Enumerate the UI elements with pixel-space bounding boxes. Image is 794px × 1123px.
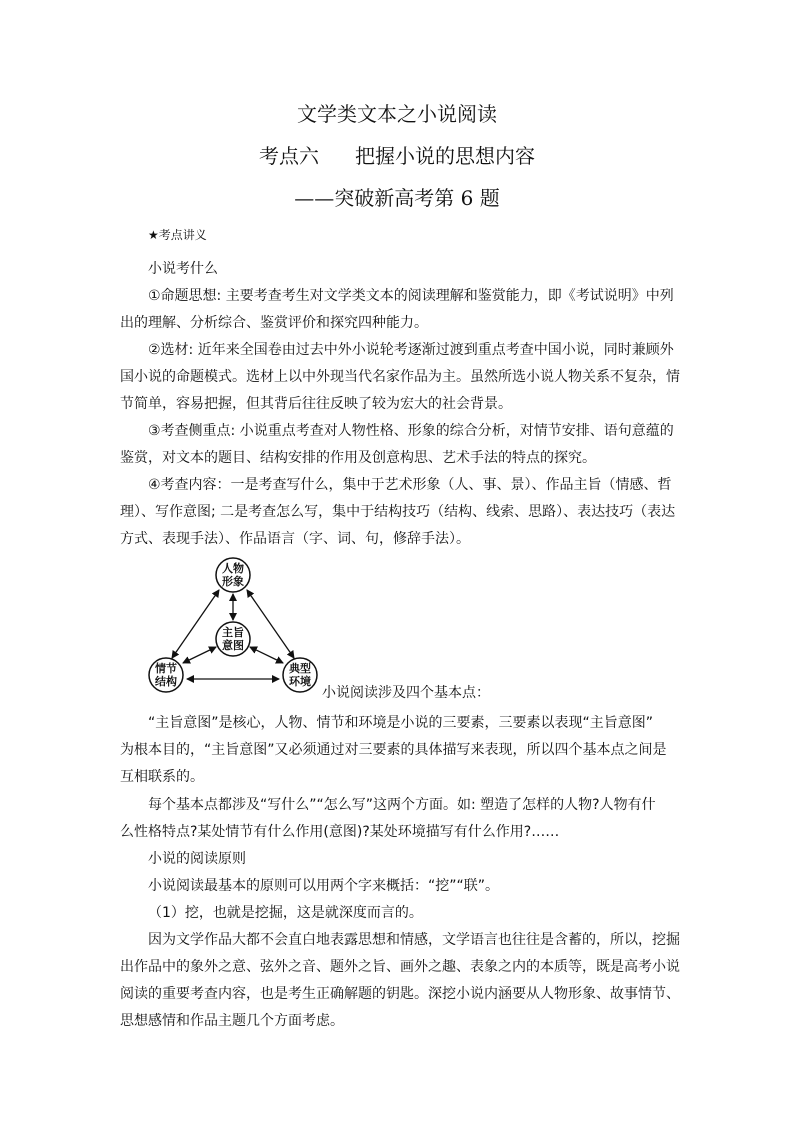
paragraph-line: 国小说的命题模式。选材上以中外现当代名家作品为主。虽然所选小说人物关系不复杂，情: [120, 369, 680, 385]
paragraph-line: 么性格特点?某处情节有什么作用(意图)?某处环境描写有什么作用?……: [120, 824, 560, 840]
node-right-line2: 环境: [289, 675, 311, 688]
paragraph-line: ③考查侧重点: 小说重点考查对人物性格、形象的综合分析，对情节安排、语句意蕴的: [148, 423, 674, 439]
arrow-top-right: [247, 590, 294, 658]
arrow-center-left: [183, 647, 216, 663]
arrow-top-left: [172, 590, 219, 658]
arrow-center-right: [250, 647, 283, 663]
node-center-line1: 主旨: [222, 626, 244, 639]
heading-what-to-test: 小说考什么: [148, 261, 218, 277]
node-top-line1: 人物: [222, 562, 244, 575]
section-tag: ★考点讲义: [148, 228, 207, 242]
paragraph-line: ②选材: 近年来全国卷由过去中外小说轮考逐渐过渡到重点考查中国小说，同时兼顾外: [148, 342, 674, 358]
paragraph-line: 小说阅读最基本的原则可以用两个字来概括：“挖”“联”。: [148, 878, 500, 894]
paragraph-line: 每个基本点都涉及“写什么”“怎么写”这两个方面。如: 塑造了怎样的人物?人物有什: [148, 797, 656, 813]
node-right-line1: 典型: [289, 662, 311, 675]
heading-reading-principle: 小说的阅读原则: [148, 851, 246, 867]
document-subtitle-2: ——突破新高考第 6 题: [294, 186, 500, 210]
paragraph-line: 节简单，容易把握，但其背后往往反映了较为宏大的社会背景。: [120, 396, 512, 412]
paragraph-line: 鉴赏，对文本的题目、结构安排的作用及创意构思、艺术手法的特点的探究。: [120, 450, 596, 466]
node-center-line2: 意图: [222, 639, 244, 652]
node-left-line1: 情节: [155, 662, 177, 675]
paragraph-line: 互相联系的。: [120, 769, 204, 785]
paragraph-line: 方式、表现手法）、作品语言（字、词、句，修辞手法）。: [120, 531, 470, 547]
paragraph-line: （1）挖，也就是挖掘，这是就深度而言的。: [148, 905, 423, 921]
subtitle-topic: 把握小说的思想内容: [355, 144, 535, 168]
node-left-line2: 结构: [155, 675, 177, 688]
paragraph-line: 出作品中的象外之意、弦外之音、题外之旨、画外之趣、表象之内的本质等，既是高考小说: [120, 959, 680, 975]
paragraph-line: 为根本目的，“主旨意图”又必须通过对三要素的具体描写来表现，所以四个基本点之间是: [120, 742, 667, 758]
diagram-caption: 小说阅读涉及四个基本点：: [322, 685, 490, 701]
paragraph-line: “主旨意图”是核心，人物、情节和环境是小说的三要素，三要素以表现“主旨意图”: [148, 715, 654, 731]
paragraph-line: 理）、写作意图; 二是考查怎么写，集中于结构技巧（结构、线索、思路）、表达技巧（表达: [120, 504, 676, 520]
document-subtitle: [0, 140, 794, 169]
paragraph-line: 出的理解、分析综合、鉴赏评价和探究四种能力。: [120, 315, 428, 331]
paragraph-line: 因为文学作品大都不会直白地表露思想和情感，文学语言也往往是含蓄的，所以，挖掘: [148, 932, 680, 948]
node-top-line2: 形象: [222, 575, 244, 588]
paragraph-line: 阅读的重要考查内容，也是考生正确解题的钥匙。深挖小说内涵要从人物形象、故事情节、: [120, 986, 680, 1002]
subtitle-point: 考点六: [259, 144, 319, 168]
paragraph-line: ④考查内容：一是考查写什么，集中于艺术形象（人、事、景）、作品主旨（情感、哲: [148, 477, 672, 493]
paragraph-line: 思想感情和作品主题几个方面考虑。: [120, 1013, 344, 1029]
four-points-diagram: [143, 553, 323, 698]
document-title: 文学类文本之小说阅读: [297, 102, 497, 126]
paragraph-line: ①命题思想: 主要考查考生对文学类文本的阅读理解和鉴赏能力，即《考试说明》中列: [148, 288, 674, 304]
